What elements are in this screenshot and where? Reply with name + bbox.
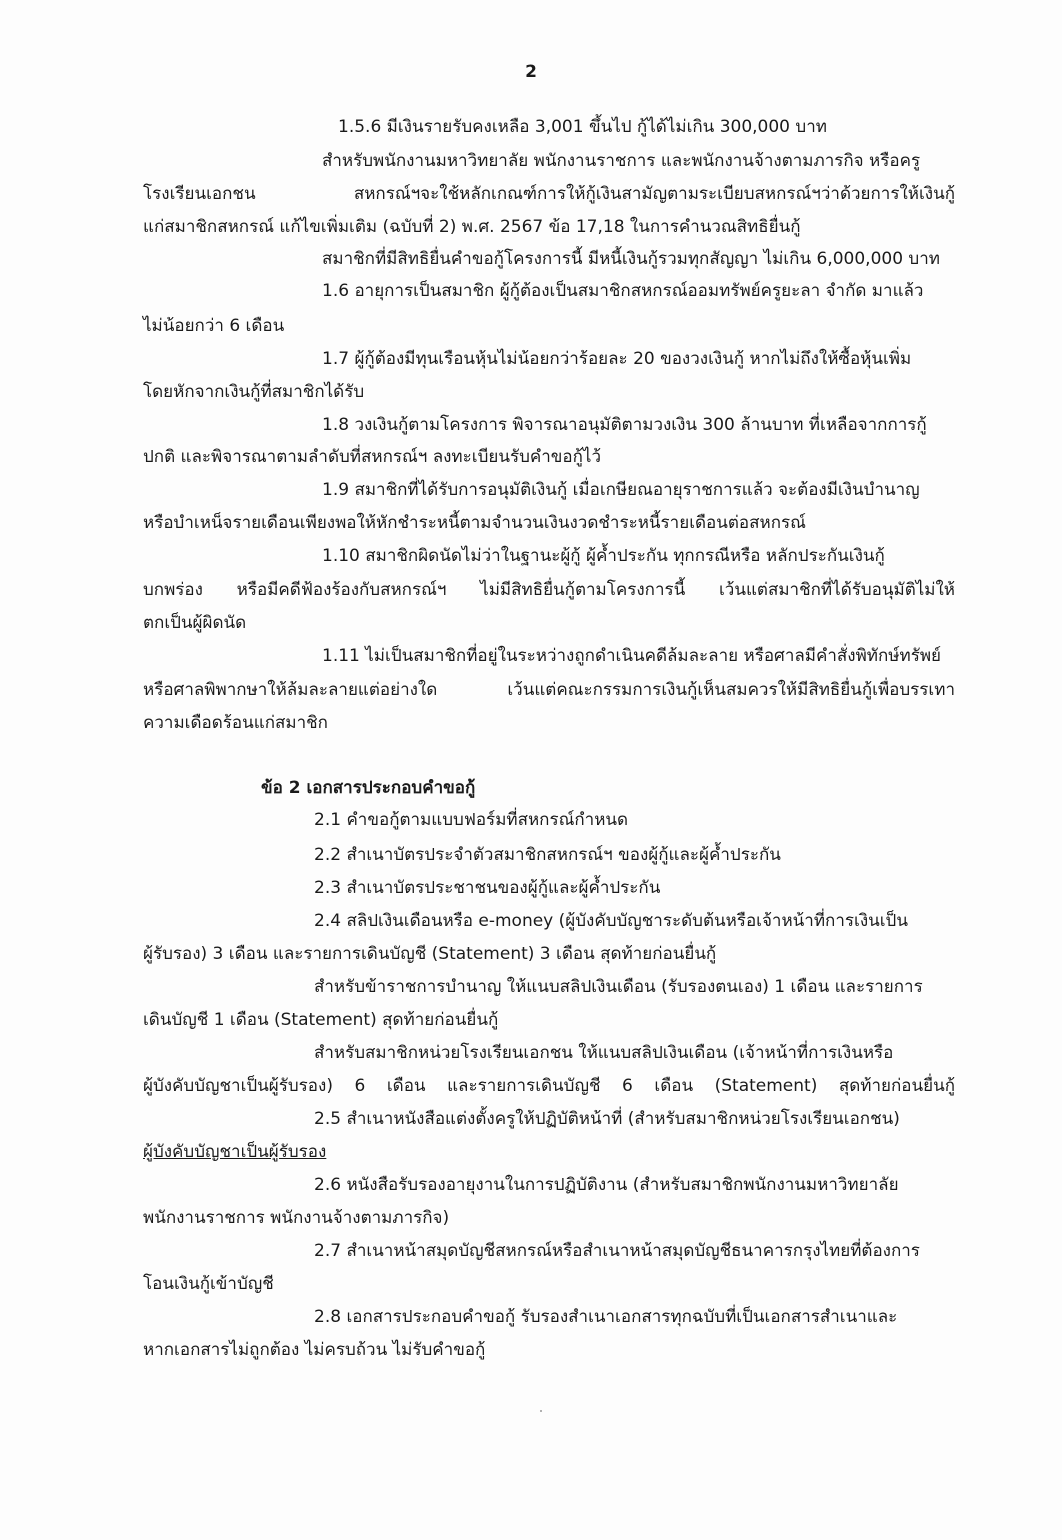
text-line: สำหรับข้าราชการบำนาญ ให้แนบสลิปเงินเดือน (รับรองตนเอง) 1 เดือน และรายการ bbox=[314, 977, 923, 997]
text-line: ผู้บังคับบัญชาเป็นผู้รับรอง) 6 เดือน และรายการเดินบัญชี 6 เดือน (Statement) สุดท้ายก่อนยื่นกู้ bbox=[143, 1076, 955, 1096]
scan-speck bbox=[540, 1410, 542, 1412]
text-line: 1.9 สมาชิกที่ได้รับการอนุมัติเงินกู้ เมื่อเกษียณอายุราชการแล้ว จะต้องมีเงินบำนาญ bbox=[322, 480, 920, 500]
text-line: ตกเป็นผู้ผิดนัด bbox=[143, 613, 247, 633]
text-line: ผู้บังคับบัญชาเป็นผู้รับรอง bbox=[143, 1142, 327, 1162]
section-heading: ข้อ 2 เอกสารประกอบคำขอกู้ bbox=[261, 778, 476, 798]
text-line: 1.10 สมาชิกผิดนัดไม่ว่าในฐานะผู้กู้ ผู้ค้ำประกัน ทุกกรณีหรือ หลักประกันเงินกู้ bbox=[322, 546, 885, 566]
text-line: โดยหักจากเงินกู้ที่สมาชิกได้รับ bbox=[143, 382, 365, 402]
text-line: สำหรับสมาชิกหน่วยโรงเรียนเอกชน ให้แนบสลิปเงินเดือน (เจ้าหน้าที่การเงินหรือ bbox=[314, 1043, 894, 1063]
text-line: เดินบัญชี 1 เดือน (Statement) สุดท้ายก่อนยื่นกู้ bbox=[143, 1010, 499, 1030]
text-line: หรือศาลพิพากษาให้ล้มละลายแต่อย่างใด เว้นแต่คณะกรรมการเงินกู้เห็นสมควรให้มีสิทธิยื่นกู้เพื่อบรรเทา bbox=[143, 680, 955, 700]
text-line: สำหรับพนักงานมหาวิทยาลัย พนักงานราชการ และพนักงานจ้างตามภารกิจ หรือครู bbox=[322, 151, 921, 171]
text-line: ผู้รับรอง) 3 เดือน และรายการเดินบัญชี (Statement) 3 เดือน สุดท้ายก่อนยื่นกู้ bbox=[143, 944, 717, 964]
text-line: หากเอกสารไม่ถูกต้อง ไม่ครบถ้วน ไม่รับคำขอกู้ bbox=[143, 1340, 486, 1360]
text-line: 2.7 สำเนาหน้าสมุดบัญชีสหกรณ์หรือสำเนาหน้าสมุดบัญชีธนาคารกรุงไทยที่ต้องการ bbox=[314, 1241, 920, 1261]
text-line: แก่สมาชิกสหกรณ์ แก้ไขเพิ่มเติม (ฉบับที่ 2) พ.ศ. 2567 ข้อ 17,18 ในการคำนวณสิทธิยื่นกู้ bbox=[143, 217, 801, 237]
text-line: 2.6 หนังสือรับรองอายุงานในการปฏิบัติงาน (สำหรับสมาชิกพนักงานมหาวิทยาลัย bbox=[314, 1175, 899, 1195]
text-line: 2.4 สลิปเงินเดือนหรือ e-money (ผู้บังคับบัญชาระดับต้นหรือเจ้าหน้าที่การเงินเป็น bbox=[314, 911, 908, 931]
text-line: 1.8 วงเงินกู้ตามโครงการ พิจารณาอนุมัติตามวงเงิน 300 ล้านบาท ที่เหลือจากการกู้ bbox=[322, 415, 927, 435]
text-line: 2.1 คำขอกู้ตามแบบฟอร์มที่สหกรณ์กำหนด bbox=[314, 810, 629, 830]
text-line: 1.5.6 มีเงินรายรับคงเหลือ 3,001 ขึ้นไป กู้ได้ไม่เกิน 300,000 บาท bbox=[338, 117, 827, 137]
text-line: บกพร่อง หรือมีคดีฟ้องร้องกับสหกรณ์ฯ ไม่มีสิทธิยื่นกู้ตามโครงการนี้ เว้นแต่สมาชิกที่ได้รับอนุมัติไม่ให้ bbox=[143, 580, 955, 600]
text-line: 2.5 สำเนาหนังสือแต่งตั้งครูให้ปฏิบัติหน้าที่ (สำหรับสมาชิกหน่วยโรงเรียนเอกชน) bbox=[314, 1109, 900, 1129]
text-line: หรือบำเหน็จรายเดือนเพียงพอให้หักชำระหนี้ตามจำนวนเงินงวดชำระหนี้รายเดือนต่อสหกรณ์ bbox=[143, 513, 806, 533]
text-line: ไม่น้อยกว่า 6 เดือน bbox=[143, 316, 285, 336]
text-line: โรงเรียนเอกชน สหกรณ์ฯจะใช้หลักเกณฑ์การให้กู้เงินสามัญตามระเบียบสหกรณ์ฯว่าด้วยการให้เงินกู้ bbox=[143, 184, 955, 204]
text-line: 1.6 อายุการเป็นสมาชิก ผู้กู้ต้องเป็นสมาชิกสหกรณ์ออมทรัพย์ครูยะลา จำกัด มาแล้ว bbox=[322, 281, 924, 301]
page-number: 2 bbox=[525, 62, 537, 82]
text-line: ปกติ และพิจารณาตามลำดับที่สหกรณ์ฯ ลงทะเบียนรับคำขอกู้ไว้ bbox=[143, 447, 602, 467]
text-line: 1.11 ไม่เป็นสมาชิกที่อยู่ในระหว่างถูกดำเนินคดีล้มละลาย หรือศาลมีคำสั่งพิทักษ์ทรัพย์ bbox=[322, 646, 942, 666]
text-line: ความเดือดร้อนแก่สมาชิก bbox=[143, 713, 328, 733]
text-line: 2.3 สำเนาบัตรประชาชนของผู้กู้และผู้ค้ำประกัน bbox=[314, 878, 661, 898]
text-line: 2.8 เอกสารประกอบคำขอกู้ รับรองสำเนาเอกสารทุกฉบับที่เป็นเอกสารสำเนาและ bbox=[314, 1307, 898, 1327]
text-line: สมาชิกที่มีสิทธิยื่นคำขอกู้โครงการนี้ มีหนี้เงินกู้รวมทุกสัญญา ไม่เกิน 6,000,000 บาท bbox=[322, 249, 940, 269]
text-line: พนักงานราชการ พนักงานจ้างตามภารกิจ) bbox=[143, 1208, 450, 1228]
text-line: 2.2 สำเนาบัตรประจำตัวสมาชิกสหกรณ์ฯ ของผู้กู้และผู้ค้ำประกัน bbox=[314, 845, 781, 865]
text-line: โอนเงินกู้เข้าบัญชี bbox=[143, 1274, 274, 1294]
text-line: 1.7 ผู้กู้ต้องมีทุนเรือนหุ้นไม่น้อยกว่าร้อยละ 20 ของวงเงินกู้ หากไม่ถึงให้ซื้อหุ้นเพิ่ม bbox=[322, 349, 912, 369]
